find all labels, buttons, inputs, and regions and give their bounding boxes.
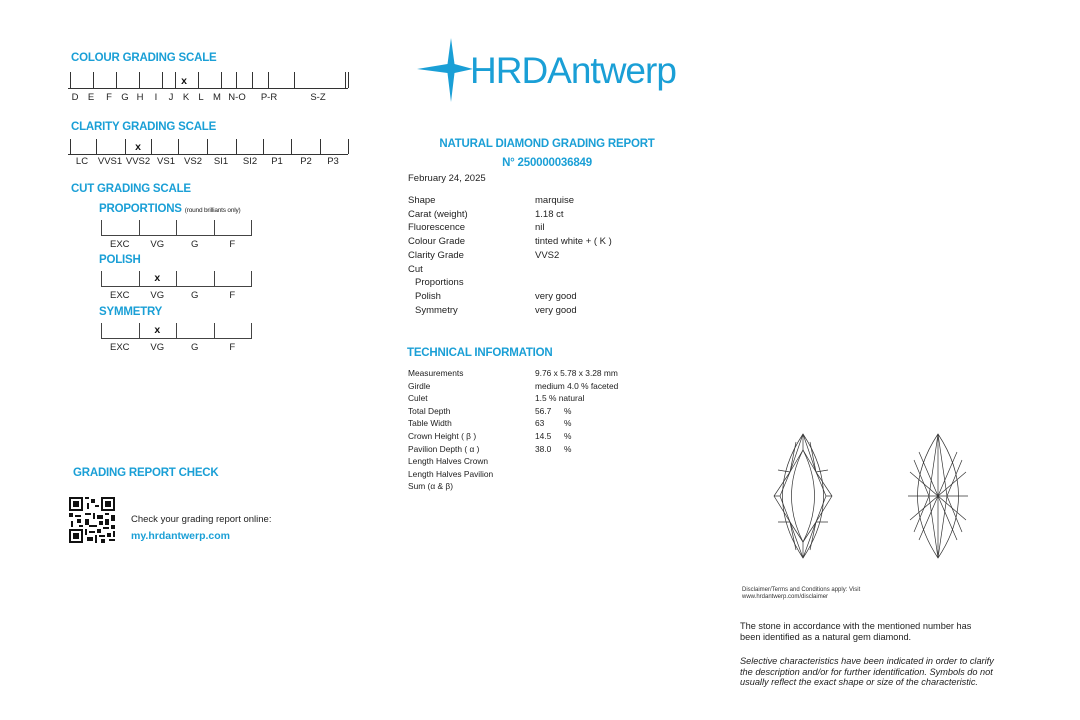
report-row-value: tinted white + ( K ) xyxy=(535,236,612,248)
cut-grade-cell xyxy=(139,220,140,236)
clarity-scale-label: P3 xyxy=(327,156,339,167)
clarity-scale-label: P1 xyxy=(271,156,283,167)
colour-scale-tick xyxy=(162,72,163,88)
cut-grade-mark: x xyxy=(154,324,161,336)
clarity-scale-label: VVS2 xyxy=(125,156,151,167)
colour-scale-label: H xyxy=(136,92,144,103)
cut-grade-cell xyxy=(214,220,215,236)
colour-scale-tick xyxy=(252,72,253,88)
cut-grade-label: G xyxy=(191,342,199,353)
clarity-scale-tick xyxy=(70,139,71,154)
report-row-value: very good xyxy=(535,304,577,316)
technical-row-value: 14.5 xyxy=(535,431,552,441)
technical-row-value: 56.7 xyxy=(535,405,552,416)
report-row-value: very good xyxy=(535,290,577,302)
cut-grade-cell xyxy=(101,220,102,236)
clarity-scale-mark: x xyxy=(135,141,141,153)
brand-logo-hrd: HRD xyxy=(470,50,548,91)
colour-scale xyxy=(68,70,350,110)
technical-row-label: Sum (α & β) xyxy=(408,481,454,492)
report-row-value: nil xyxy=(535,222,545,234)
clarity-scale-label: LC xyxy=(75,156,89,167)
technical-row-value: 38.0 xyxy=(535,443,552,454)
proportions-note: (round brilliants only) xyxy=(184,207,241,214)
cut-grade-label: G xyxy=(191,239,199,250)
colour-scale-tick xyxy=(139,72,140,88)
report-title: NATURAL DIAMOND GRADING REPORT xyxy=(439,138,655,150)
technical-row-label: Crown Height ( β ) xyxy=(408,431,477,441)
proportions-label: PROPORTIONS xyxy=(99,203,182,215)
colour-scale-tick xyxy=(70,72,71,88)
cut-grade-label: EXC xyxy=(109,290,130,301)
technical-row-label: Culet xyxy=(408,393,428,404)
clarity-scale-tick xyxy=(348,139,349,154)
technical-row-unit: % xyxy=(564,443,572,454)
colour-scale-baseline xyxy=(68,88,348,89)
colour-scale-tick xyxy=(198,72,199,88)
characteristics-note: Selective characteristics have been indicated in order to clarify the description and/or for further identification. Symbols do not usually reflect the exact shape or size of the characteristic. xyxy=(740,656,994,687)
colour-scale-label: J xyxy=(168,92,174,103)
proportions-boxes xyxy=(101,220,251,236)
diamond-pavilion-plot-icon xyxy=(905,432,971,560)
cut-grade-label: VG xyxy=(150,342,165,353)
colour-scale-tick xyxy=(345,72,346,88)
polish-title: POLISH xyxy=(99,254,141,266)
report-row-value: marquise xyxy=(535,195,575,206)
clarity-scale-tick xyxy=(291,139,292,154)
report-row-value: 1.18 ct xyxy=(535,208,564,220)
report-row-label: Carat (weight) xyxy=(408,208,468,220)
cut-grade-mark: x xyxy=(154,272,161,284)
disclaimer-line-2[interactable]: www.hrdantwerp.com/disclaimer xyxy=(742,594,829,600)
clarity-scale-tick xyxy=(125,139,126,154)
technical-row-label: Length Halves Crown xyxy=(408,456,489,467)
sparkle-logo-icon xyxy=(417,38,473,102)
report-row-label: Symmetry xyxy=(415,304,458,316)
colour-scale-label: F xyxy=(106,92,112,103)
brand-logo-antwerp: Antwerp xyxy=(547,50,676,91)
cut-grade-cell xyxy=(176,323,177,339)
clarity-scale-tick xyxy=(236,139,237,154)
symmetry-grade-labels xyxy=(101,342,251,354)
cut-grade-cell xyxy=(251,271,252,287)
clarity-scale-tick xyxy=(96,139,97,154)
identification-statement: The stone in accordance with the mentioned number has been identified as a natural gem diamond. xyxy=(740,621,972,642)
proportions-title xyxy=(99,203,241,215)
colour-scale-label: D xyxy=(71,92,79,103)
report-check-title: GRADING REPORT CHECK xyxy=(73,467,219,479)
colour-scale-tick xyxy=(268,72,269,88)
technical-row-label: Total Depth xyxy=(408,405,451,416)
clarity-scale-label: VS2 xyxy=(184,156,202,167)
technical-row-unit: % xyxy=(564,418,572,429)
colour-scale-label: K xyxy=(182,92,190,103)
symmetry-title: SYMMETRY xyxy=(99,306,163,318)
clarity-scale-label: VS1 xyxy=(157,156,175,167)
technical-row-value: 9.76 x 5.78 x 3.28 mm xyxy=(535,368,618,378)
technical-row-label: Measurements xyxy=(408,368,464,378)
cut-grade-cell xyxy=(214,323,215,339)
cut-grade-label: F xyxy=(229,239,236,250)
cut-grade-cell xyxy=(139,271,140,287)
qr-code-icon xyxy=(69,497,115,543)
technical-row-label: Pavilion Depth ( α ) xyxy=(408,443,480,454)
cut-grade-label: F xyxy=(229,342,236,353)
report-row-value: VVS2 xyxy=(535,249,560,261)
technical-title: TECHNICAL INFORMATION xyxy=(407,347,553,359)
colour-scale-label: S-Z xyxy=(310,92,326,103)
cut-grade-label: VG xyxy=(150,290,165,301)
symmetry-boxes xyxy=(101,323,251,339)
clarity-scale-tick xyxy=(178,139,179,154)
clarity-scale xyxy=(68,139,350,179)
cut-grade-cell xyxy=(101,271,102,287)
cut-grade-label: EXC xyxy=(109,239,130,250)
cut-grade-label: F xyxy=(229,290,236,301)
clarity-scale-label: SI2 xyxy=(242,156,258,167)
report-check-url[interactable]: my.hrdantwerp.com xyxy=(131,530,230,542)
cut-grade-cell xyxy=(176,271,177,287)
report-row-label: Proportions xyxy=(415,277,464,289)
colour-scale-label: N-O xyxy=(228,92,246,103)
colour-scale-label: L xyxy=(198,92,204,103)
colour-scale-tick xyxy=(175,72,176,88)
cut-grade-cell xyxy=(251,220,252,236)
cut-grade-cell xyxy=(251,323,252,339)
colour-scale-label: I xyxy=(154,92,158,103)
cut-scale-title: CUT GRADING SCALE xyxy=(71,183,191,195)
colour-scale-label: P-R xyxy=(260,92,278,103)
report-check-prompt: Check your grading report online: xyxy=(131,514,272,525)
clarity-scale-tick xyxy=(207,139,208,154)
report-row-label: Clarity Grade xyxy=(408,249,464,261)
colour-scale-tick xyxy=(236,72,237,88)
clarity-scale-label: P2 xyxy=(300,156,312,167)
colour-scale-mark: x xyxy=(181,75,187,87)
technical-row-label: Girdle xyxy=(408,380,431,391)
clarity-scale-label: VVS1 xyxy=(97,156,123,167)
clarity-scale-label: SI1 xyxy=(213,156,229,167)
technical-row-unit: % xyxy=(564,405,572,416)
disclaimer-line-1: Disclaimer/Terms and Conditions apply: Visit xyxy=(742,587,861,593)
colour-scale-label: E xyxy=(87,92,95,103)
technical-row-label: Length Halves Pavilion xyxy=(408,468,494,479)
report-row-label: Fluorescence xyxy=(408,222,466,234)
report-date: February 24, 2025 xyxy=(408,173,486,184)
technical-row-value: 1.5 % natural xyxy=(535,393,585,404)
technical-row-label: Table Width xyxy=(408,418,452,429)
cut-grade-label: VG xyxy=(150,239,165,250)
clarity-scale-tick xyxy=(263,139,264,154)
technical-row-value: 63 xyxy=(535,418,545,429)
report-row-label: Shape xyxy=(408,195,436,206)
clarity-scale-baseline xyxy=(68,154,348,155)
cut-grade-label: EXC xyxy=(109,342,130,353)
cut-grade-label: G xyxy=(191,290,199,301)
colour-scale-label: M xyxy=(213,92,221,103)
cut-grade-cell xyxy=(214,271,215,287)
polish-grade-labels xyxy=(101,290,251,302)
clarity-scale-tick xyxy=(151,139,152,154)
colour-scale-tick xyxy=(348,72,349,88)
report-number: N° 250000036849 xyxy=(502,157,592,169)
report-row-label: Cut xyxy=(408,263,423,275)
brand-logo xyxy=(470,50,676,92)
cut-grade-cell xyxy=(139,323,140,339)
colour-scale-tick xyxy=(93,72,94,88)
technical-row-value: medium 4.0 % faceted xyxy=(535,380,619,391)
clarity-scale-title: CLARITY GRADING SCALE xyxy=(71,121,217,133)
polish-boxes xyxy=(101,271,251,287)
colour-scale-tick xyxy=(221,72,222,88)
diamond-crown-plot-icon xyxy=(770,432,836,560)
cut-grade-cell xyxy=(101,323,102,339)
technical-row-unit: % xyxy=(564,431,572,441)
disclaimer-block xyxy=(742,587,860,601)
proportions-grade-labels xyxy=(101,239,251,251)
colour-scale-tick xyxy=(294,72,295,88)
report-row-label: Polish xyxy=(415,290,441,302)
clarity-scale-tick xyxy=(320,139,321,154)
colour-scale-label: G xyxy=(121,92,129,103)
colour-scale-title: COLOUR GRADING SCALE xyxy=(71,52,217,64)
cut-grade-cell xyxy=(176,220,177,236)
colour-scale-tick xyxy=(116,72,117,88)
report-row-label: Colour Grade xyxy=(408,236,466,248)
